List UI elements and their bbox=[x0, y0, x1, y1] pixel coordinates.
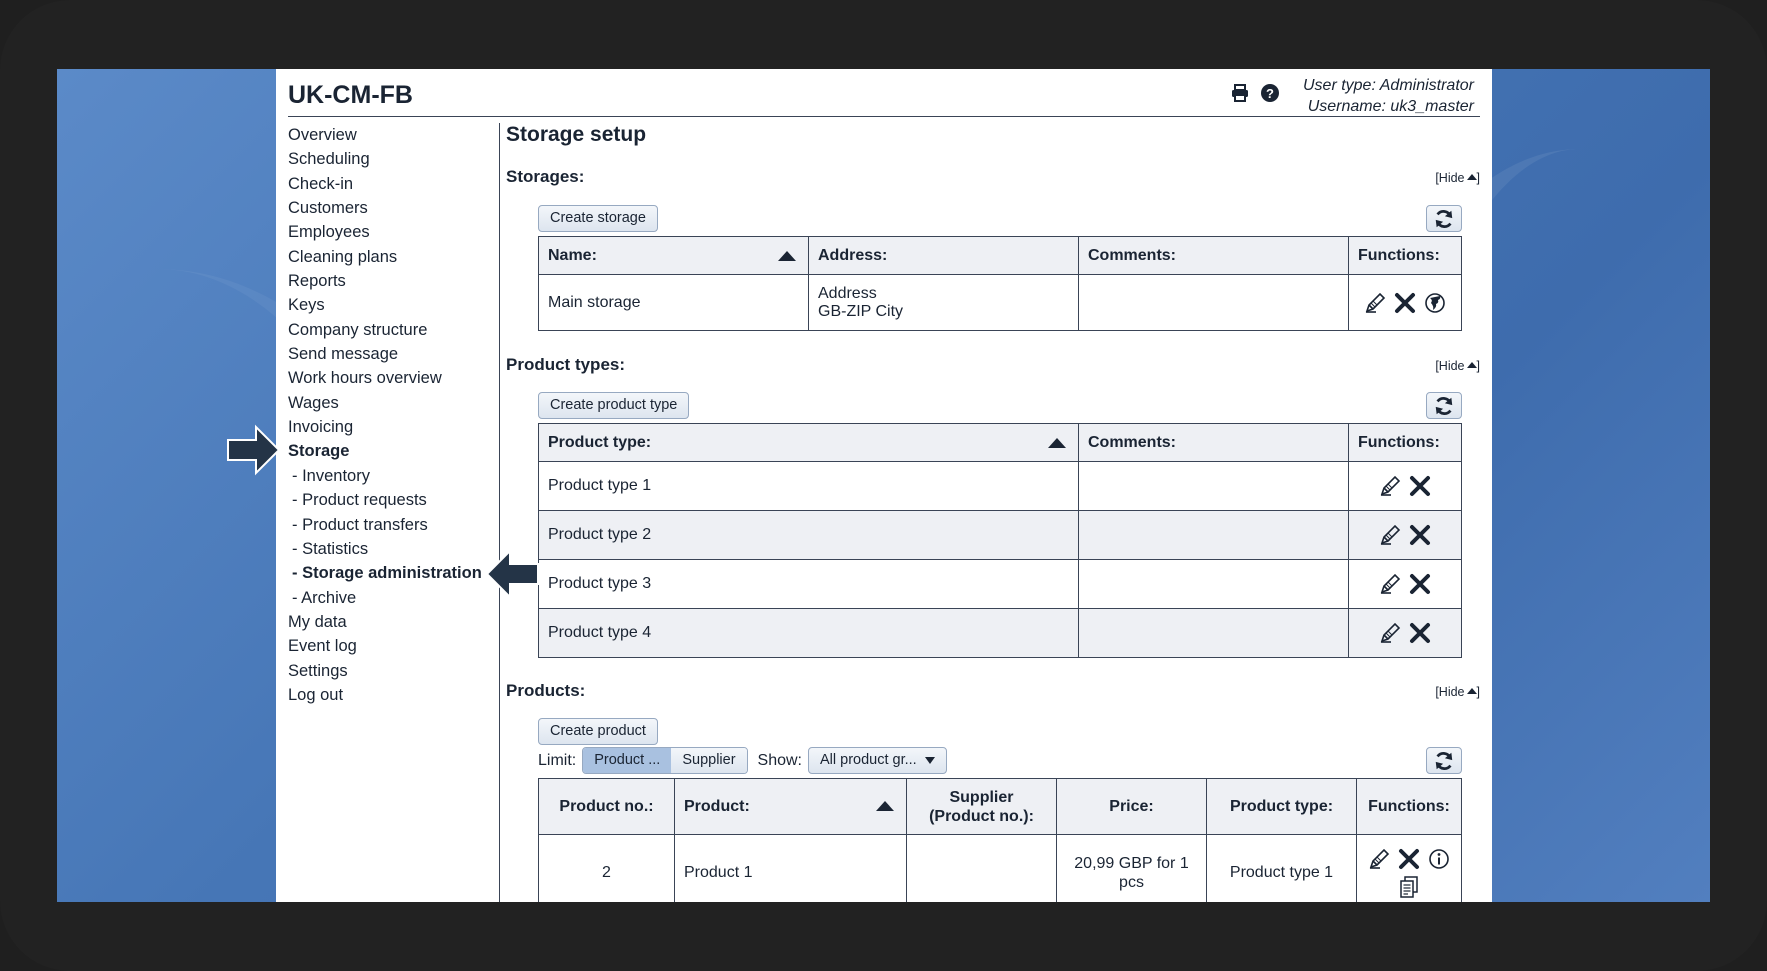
pencil-icon[interactable] bbox=[1363, 291, 1387, 315]
sidebar-item-scheduling[interactable]: Scheduling bbox=[288, 150, 370, 169]
sidebar-item-product-transfers[interactable]: - Product transfers bbox=[292, 515, 428, 534]
storage-name: Main storage bbox=[539, 275, 809, 331]
product-type-name: Product type 2 bbox=[539, 511, 1079, 560]
limit-option-supplier[interactable]: Supplier bbox=[671, 748, 746, 773]
x-icon[interactable] bbox=[1408, 621, 1432, 645]
product-types-title: Product types: bbox=[506, 355, 626, 374]
header-line: Supplier bbox=[949, 788, 1014, 806]
sidebar-item-send-message[interactable]: Send message bbox=[288, 345, 399, 364]
user-info bbox=[1303, 75, 1474, 117]
sidebar-item-storage-administration[interactable]: - Storage administration bbox=[292, 564, 482, 583]
product-types-hide-link[interactable]: [Hide ] bbox=[1435, 359, 1480, 373]
hide-label: [Hide bbox=[1435, 171, 1465, 185]
sort-asc-icon bbox=[876, 801, 894, 811]
caret-up-icon bbox=[1467, 688, 1477, 694]
pencil-icon[interactable] bbox=[1378, 474, 1402, 498]
sort-asc-icon bbox=[1048, 438, 1066, 448]
column-header-product-no: Product no.: bbox=[539, 779, 675, 835]
hide-label: [Hide bbox=[1435, 359, 1465, 373]
product-types-refresh-button[interactable] bbox=[1426, 392, 1462, 419]
sidebar-item-reports[interactable]: Reports bbox=[288, 272, 346, 291]
storages-hide-link[interactable]: [Hide ] bbox=[1435, 171, 1480, 185]
sort-asc-icon bbox=[778, 251, 796, 261]
limit-option-product[interactable]: Product ... bbox=[583, 748, 671, 773]
arrow-right-icon bbox=[226, 424, 282, 476]
page-title: Storage setup bbox=[506, 123, 647, 146]
pencil-icon[interactable] bbox=[1378, 621, 1402, 645]
price-line: pcs bbox=[1119, 873, 1144, 891]
sidebar-item-wages[interactable]: Wages bbox=[288, 393, 339, 412]
table-row bbox=[539, 462, 1462, 511]
product-type-comments bbox=[1079, 560, 1349, 609]
product-type-name: Product type 4 bbox=[539, 609, 1079, 658]
price-line: 20,99 GBP for 1 bbox=[1074, 854, 1189, 872]
sidebar bbox=[288, 123, 500, 902]
product-type-comments bbox=[1079, 462, 1349, 511]
product-type-functions bbox=[1349, 560, 1462, 609]
help-icon[interactable] bbox=[1260, 83, 1280, 103]
column-header-functions: Functions: bbox=[1357, 779, 1462, 835]
select-value: All product gr... bbox=[820, 752, 917, 768]
product-type-comments bbox=[1079, 511, 1349, 560]
printer-icon[interactable] bbox=[1230, 83, 1250, 103]
table-row bbox=[539, 609, 1462, 658]
x-icon[interactable] bbox=[1408, 474, 1432, 498]
table-row bbox=[539, 511, 1462, 560]
storages-refresh-button[interactable] bbox=[1426, 205, 1462, 232]
caret-up-icon bbox=[1467, 174, 1477, 180]
sidebar-menu bbox=[288, 123, 499, 707]
products-table bbox=[538, 778, 1462, 902]
header bbox=[288, 69, 1480, 117]
copy-icon[interactable] bbox=[1397, 875, 1421, 899]
table-row bbox=[539, 275, 1462, 331]
header-icons bbox=[1230, 83, 1280, 103]
column-header-product-type[interactable] bbox=[539, 424, 1079, 462]
arrow-left-icon bbox=[484, 548, 540, 600]
column-header-price: Price: bbox=[1057, 779, 1207, 835]
products-refresh-button[interactable] bbox=[1426, 747, 1462, 774]
header-label: Product type: bbox=[548, 433, 652, 451]
table-row bbox=[539, 835, 1462, 903]
product-group-select[interactable] bbox=[808, 747, 947, 774]
globe-icon[interactable] bbox=[1423, 291, 1447, 315]
refresh-icon bbox=[1433, 208, 1455, 230]
column-header-product-type: Product type: bbox=[1207, 779, 1357, 835]
refresh-icon bbox=[1433, 395, 1455, 417]
storages-table bbox=[538, 236, 1462, 331]
caret-up-icon bbox=[1467, 362, 1477, 368]
pencil-icon[interactable] bbox=[1378, 572, 1402, 596]
column-header-functions: Functions: bbox=[1349, 424, 1462, 462]
x-icon[interactable] bbox=[1393, 291, 1417, 315]
sidebar-item-invoicing[interactable]: Invoicing bbox=[288, 418, 354, 437]
main-content bbox=[506, 123, 1480, 902]
product-type-name: Product type 3 bbox=[539, 560, 1079, 609]
products-filter-row bbox=[538, 747, 947, 774]
x-icon[interactable] bbox=[1408, 523, 1432, 547]
sidebar-item-statistics[interactable]: - Statistics bbox=[292, 539, 369, 558]
sidebar-item-check-in[interactable]: Check-in bbox=[288, 174, 354, 193]
column-header-name[interactable] bbox=[539, 237, 809, 275]
column-header-comments: Comments: bbox=[1079, 237, 1349, 275]
table-header-row bbox=[539, 424, 1462, 462]
table-header-row bbox=[539, 779, 1462, 835]
sidebar-item-product-requests[interactable]: - Product requests bbox=[292, 491, 427, 510]
svg-text:?: ? bbox=[1266, 86, 1274, 101]
header-line: (Product no.): bbox=[929, 807, 1034, 825]
sidebar-item-work-hours-overview[interactable]: Work hours overview bbox=[288, 369, 442, 388]
limit-label: Limit: bbox=[538, 751, 577, 769]
product-type-name: Product type 1 bbox=[539, 462, 1079, 511]
create-product-type-button[interactable]: Create product type bbox=[538, 392, 689, 419]
sidebar-item-event-log[interactable]: Event log bbox=[288, 637, 357, 656]
refresh-icon bbox=[1433, 750, 1455, 772]
sidebar-item-overview[interactable]: Overview bbox=[288, 126, 357, 144]
app-title: UK-CM-FB bbox=[288, 81, 413, 109]
column-header-functions: Functions: bbox=[1349, 237, 1462, 275]
storages-title: Storages: bbox=[506, 167, 585, 186]
address-line: GB-ZIP City bbox=[818, 302, 904, 320]
products-hide-link[interactable]: [Hide ] bbox=[1435, 685, 1480, 699]
sidebar-item-keys[interactable]: Keys bbox=[288, 296, 325, 315]
sidebar-item-cleaning-plans[interactable]: Cleaning plans bbox=[288, 247, 398, 266]
product-types-table bbox=[538, 423, 1462, 658]
product-type: Product type 1 bbox=[1207, 835, 1357, 903]
product-supplier bbox=[907, 835, 1057, 903]
sidebar-item-company-structure[interactable]: Company structure bbox=[288, 320, 428, 339]
products-title: Products: bbox=[506, 681, 586, 700]
storage-comments bbox=[1079, 275, 1349, 331]
sidebar-item-my-data[interactable]: My data bbox=[288, 612, 347, 631]
product-functions bbox=[1357, 835, 1462, 903]
x-icon[interactable] bbox=[1397, 847, 1421, 871]
column-header-address: Address: bbox=[809, 237, 1079, 275]
storage-address bbox=[809, 275, 1079, 331]
sidebar-item-archive[interactable]: - Archive bbox=[292, 588, 357, 607]
product-name: Product 1 bbox=[675, 835, 907, 903]
product-type-comments bbox=[1079, 609, 1349, 658]
product-price bbox=[1057, 835, 1207, 903]
sidebar-item-inventory[interactable]: - Inventory bbox=[292, 466, 370, 485]
sidebar-item-employees[interactable]: Employees bbox=[288, 223, 370, 242]
header-label: Product: bbox=[684, 797, 750, 815]
column-header-product[interactable] bbox=[675, 779, 907, 835]
product-type-functions bbox=[1349, 609, 1462, 658]
app-window bbox=[276, 69, 1492, 902]
column-header-supplier bbox=[907, 779, 1057, 835]
table-header-row bbox=[539, 237, 1462, 275]
product-no: 2 bbox=[539, 835, 675, 903]
limit-toggle bbox=[582, 747, 747, 774]
create-storage-button[interactable]: Create storage bbox=[538, 205, 658, 232]
user-type: User type: Administrator bbox=[1302, 77, 1474, 94]
username: Username: uk3_master bbox=[1307, 98, 1474, 115]
x-icon[interactable] bbox=[1408, 572, 1432, 596]
pencil-icon[interactable] bbox=[1378, 523, 1402, 547]
header-label: Name: bbox=[548, 246, 597, 264]
pencil-icon[interactable] bbox=[1367, 847, 1391, 871]
storage-functions bbox=[1349, 275, 1462, 331]
product-type-functions bbox=[1349, 511, 1462, 560]
sidebar-item-settings[interactable]: Settings bbox=[288, 661, 348, 680]
sidebar-item-customers[interactable]: Customers bbox=[288, 199, 368, 218]
create-product-button[interactable]: Create product bbox=[538, 718, 658, 745]
sidebar-item-storage[interactable]: Storage bbox=[288, 442, 350, 461]
product-type-functions bbox=[1349, 462, 1462, 511]
table-row bbox=[539, 560, 1462, 609]
column-header-comments: Comments: bbox=[1079, 424, 1349, 462]
show-label: Show: bbox=[757, 751, 802, 769]
address-line: Address bbox=[818, 284, 877, 302]
sidebar-item-log-out[interactable]: Log out bbox=[288, 685, 344, 704]
info-icon[interactable] bbox=[1427, 847, 1451, 871]
hide-label: [Hide bbox=[1435, 685, 1465, 699]
chevron-down-icon bbox=[925, 757, 935, 764]
